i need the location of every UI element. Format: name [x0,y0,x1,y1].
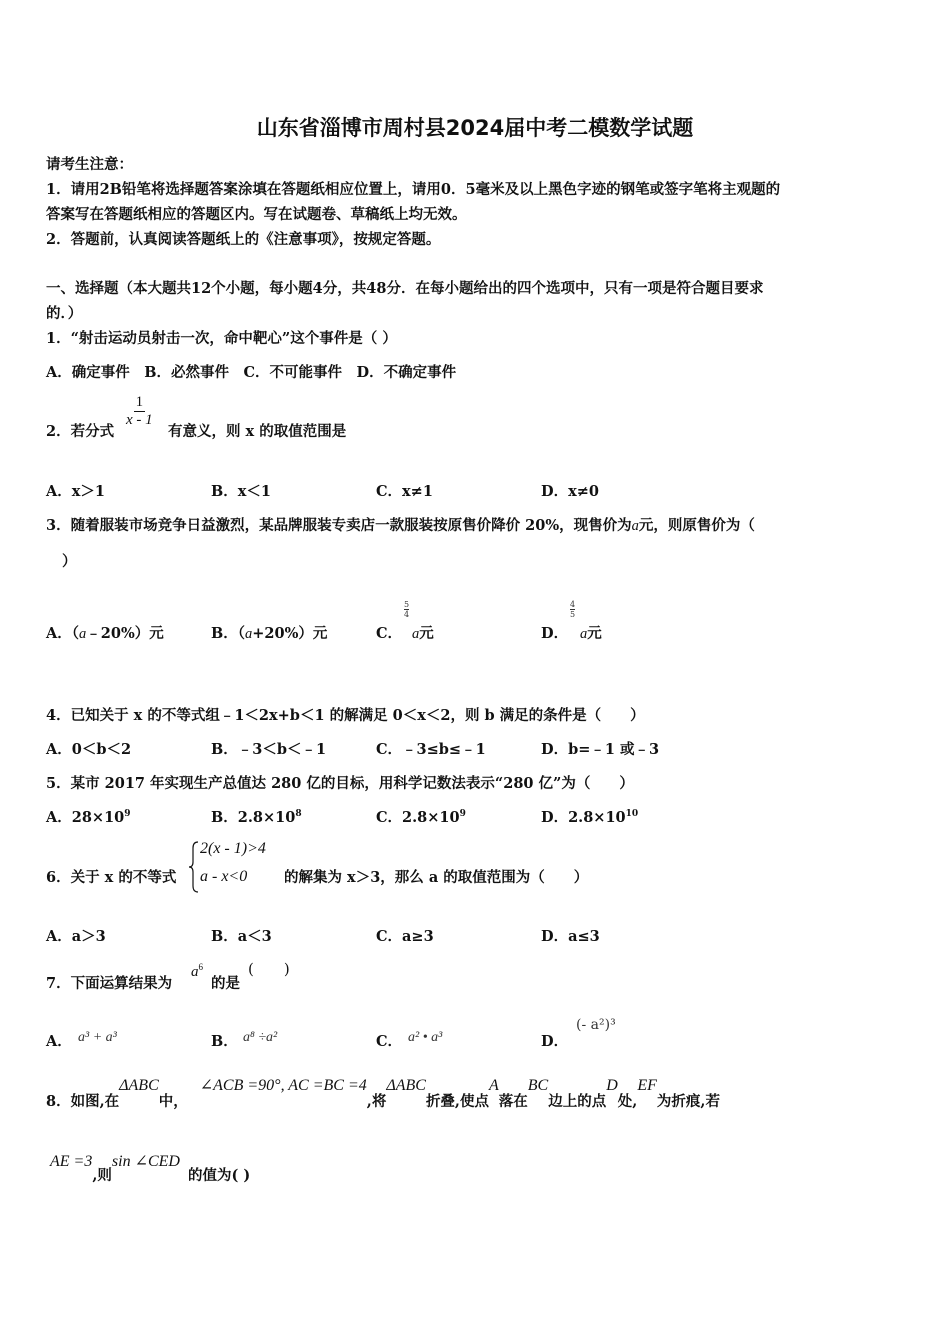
notice-heading: 请考生注意： [46,156,133,173]
q7-option-a: a³ + a³ [78,1030,117,1045]
q8-ae-condition: AE =3 [50,1153,93,1170]
q7-option-c-label: C． [376,1033,403,1050]
q3-stem [46,514,755,535]
q3-option-d-value: a元 [580,625,602,642]
q7-option-b: a⁸ ÷a² [243,1030,278,1045]
q6-option-c: C．a≥3 [376,928,434,945]
q7-option-a-label: A． [46,1033,72,1050]
q3-stem-close: ） [62,553,77,570]
q2-prefix: 2．若分式 [46,423,115,440]
q3-option-c-label: C． [376,625,403,642]
q6-prefix: 6．关于 x 的不等式 [46,869,177,886]
q6-option-d: D．a≤3 [541,928,600,945]
q8-line-2: AE =3,则sin ∠CED的值为( ) [50,1153,251,1184]
q7-power: $a^6$ [191,962,203,980]
q3-option-a: A．（a﹣20%）元 [46,625,164,642]
q7-paren: ( ) [248,960,290,978]
notice-line-2: 2．答题前，认真阅读答题纸上的《注意事项》，按规定答题。 [46,231,441,248]
q3-stem-b: 元，则原售价为（ [638,517,755,534]
q7-prefix: 7．下面运算结果为 [46,975,173,992]
q2-option-d: D．x≠0 [541,483,599,500]
q3-var-a: a [631,518,639,534]
q4-option-c: C．﹣3≤b≤﹣1 [376,741,486,758]
q6-inequality-1: 2(x - 1)>4 [200,840,266,857]
q4-stem: 4．已知关于 x 的不等式组﹣1＜2x+b＜1 的解满足 0＜x＜2，则 b 满足的条件是（ ） [46,707,645,724]
q3-option-b: B．（a+20%）元 [211,625,328,642]
q5-option-b: B．$2.8\times 10^8$ [211,809,302,826]
q7-option-b-label: B． [211,1033,238,1050]
notice-line-1b: 答案写在答题纸相应的答题区内。写在试题卷、草稿纸上均无效。 [46,206,467,223]
q2-option-b: B．x＜1 [211,483,271,500]
q3-stem-a: 3．随着服装市场竞争日益激烈，某品牌服装专卖店一款服装按原售价降价 20%，现售价为 [46,517,632,534]
q8-sine-expression: sin ∠CED [111,1153,180,1170]
q6-suffix: 的解集为 x＞3，那么 a 的取值范围为（ ） [284,869,589,886]
q6-inequality-2: a - x<0 [200,868,248,885]
page-title: 山东省淄博市周村县2024届中考二模数学试题 [256,116,694,140]
q8-triangle-2: ΔABC [386,1077,426,1094]
q6-brace-icon [188,840,200,894]
section-header-b: 的．） [46,305,83,322]
q2-frac-num: 1 [135,394,144,410]
q2-option-c: C．x≠1 [376,483,433,500]
section-header-a: 一、选择题（本大题共12个小题，每小题4分，共48分．在每小题给出的四个选项中，只有一项是符合题目要求 [46,280,764,297]
q2-suffix: 有意义，则 x 的取值范围是 [168,423,347,440]
q3-option-c-value: a元 [412,625,434,642]
q1-options: A．确定事件 B．必然事件 C．不可能事件 D．不确定事件 [46,364,457,381]
q4-option-a: A．0＜b＜2 [46,741,132,758]
q3-option-c-fraction: $\frac{5}{4}$ [404,600,410,619]
q7-option-c: a² • a³ [408,1030,443,1045]
q6-option-b: B．a＜3 [211,928,272,945]
q2-frac-den: x - 1 [126,412,153,428]
q7-option-d-label: D． [541,1033,569,1050]
q5-option-c: C．$2.8\times 10^9$ [376,809,466,826]
q8-angle-condition: ∠ACB =90°, AC =BC =4 [199,1077,367,1094]
q5-option-d: D．$2.8\times 10^{10}$ [541,809,639,826]
q5-option-a: A．$28\times 10^9$ [46,809,131,826]
q2-fraction [124,394,155,429]
q4-option-b: B．﹣3＜b＜﹣1 [211,741,327,758]
q1-stem: 1．“射击运动员射击一次，命中靶心”这个事件是（ ） [46,330,397,347]
q8-line-1: 8．如图,在ΔABC中，∠ACB =90°, AC =BC =4,将ΔABC折叠,使点A落在BC边上的点D处,EF为折痕,若 [46,1077,720,1110]
q8-triangle-1: ΔABC [119,1077,159,1094]
q7-suffix: 的是 [211,975,240,992]
q2-option-a: A．x＞1 [46,483,105,500]
q7-option-d: (- a²)³ [576,1017,616,1033]
notice-line-1a: 1．请用2B铅笔将选择题答案涂填在答题纸相应位置上，请用0．5毫米及以上黑色字迹的钢笔或签字笔将主观题的 [46,181,781,198]
q6-option-a: A．a＞3 [46,928,106,945]
q4-option-d: D．b=﹣1 或﹣3 [541,741,660,758]
q3-option-d-fraction: $\frac{4}{5}$ [570,600,576,619]
q3-option-d-label: D． [541,625,569,642]
q5-stem: 5．某市 2017 年实现生产总值达 280 亿的目标，用科学记数法表示“280 亿”为（ ） [46,775,634,792]
